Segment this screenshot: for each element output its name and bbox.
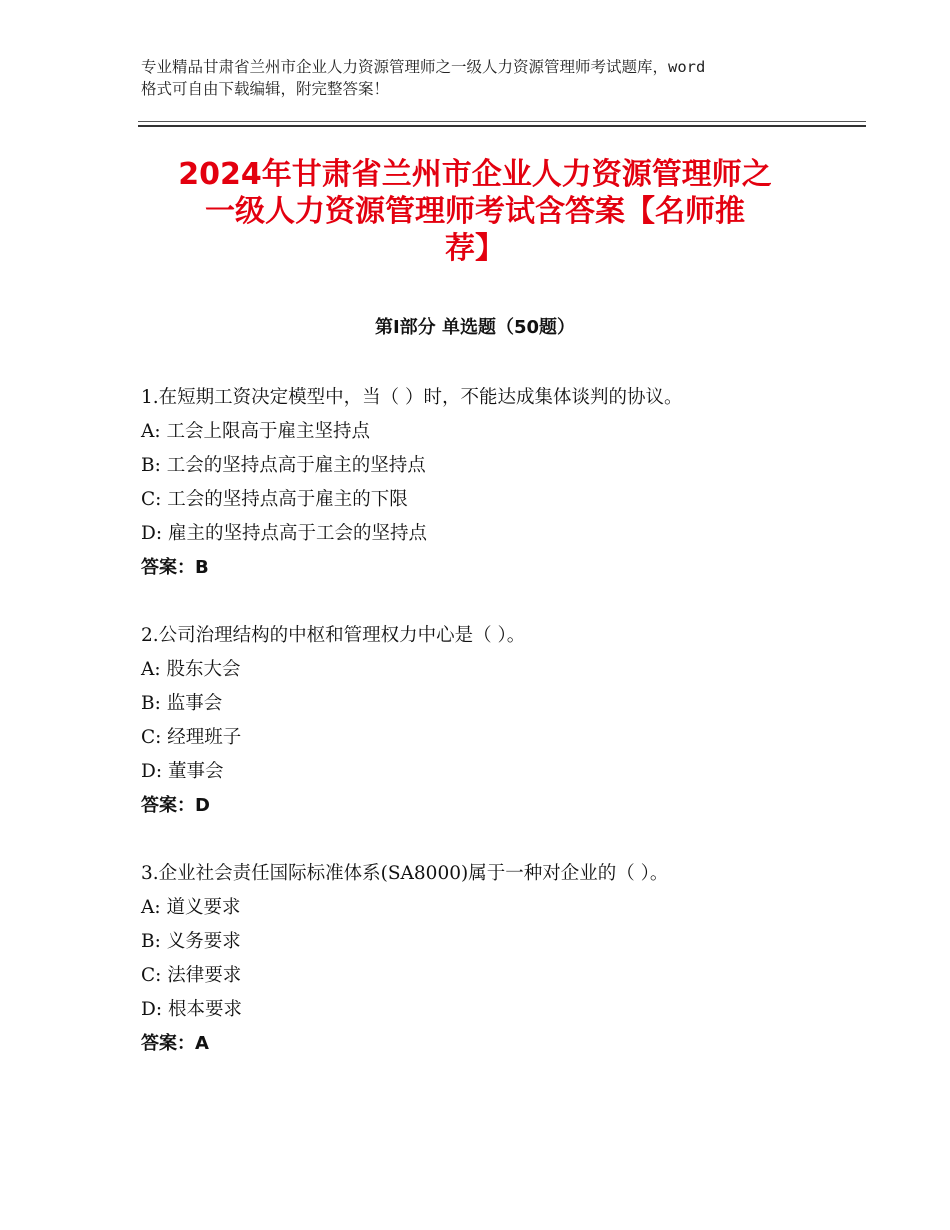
question-stem: 3.企业社会责任国际标准体系(SA8000)属于一种对企业的（ ）。 (141, 863, 669, 884)
question-3 (141, 857, 841, 1061)
document-title (138, 156, 812, 267)
option-a: A: 工会上限高于雇主坚持点 (141, 421, 370, 442)
question-stem: 2.公司治理结构的中枢和管理权力中心是（ ）。 (141, 625, 526, 646)
option-b: B: 义务要求 (141, 931, 241, 952)
answer: 答案：B (141, 557, 209, 578)
header-note-line: 格式可自由下载编辑，附完整答案！ (141, 80, 390, 98)
header-divider (138, 121, 866, 122)
option-d: D: 雇主的坚持点高于工会的坚持点 (141, 523, 427, 544)
title-line: 2024年甘肃省兰州市企业人力资源管理师之 (178, 157, 772, 192)
option-d: D: 董事会 (141, 761, 224, 782)
section-heading: 第Ⅰ部分 单选题（50题） (374, 317, 575, 338)
title-line: 荐】 (445, 231, 505, 266)
answer: 答案：A (141, 1033, 209, 1054)
header-note (141, 56, 831, 100)
question-list (141, 381, 841, 1095)
answer: 答案：D (141, 795, 210, 816)
option-a: A: 股东大会 (141, 659, 241, 680)
option-c: C: 法律要求 (141, 965, 242, 986)
title-line: 一级人力资源管理师考试含答案【名师推 (205, 194, 745, 229)
option-a: A: 道义要求 (141, 897, 241, 918)
option-c: C: 工会的坚持点高于雇主的下限 (141, 489, 408, 510)
option-c: C: 经理班子 (141, 727, 242, 748)
question-2 (141, 619, 841, 823)
question-1 (141, 381, 841, 585)
option-b: B: 监事会 (141, 693, 223, 714)
question-stem: 1.在短期工资决定模型中，当（ ）时，不能达成集体谈判的协议。 (141, 387, 683, 408)
header-divider-thick (138, 125, 866, 127)
option-b: B: 工会的坚持点高于雇主的坚持点 (141, 455, 426, 476)
header-note-line: 专业精品甘肃省兰州市企业人力资源管理师之一级人力资源管理师考试题库，word (141, 58, 706, 76)
option-d: D: 根本要求 (141, 999, 242, 1020)
